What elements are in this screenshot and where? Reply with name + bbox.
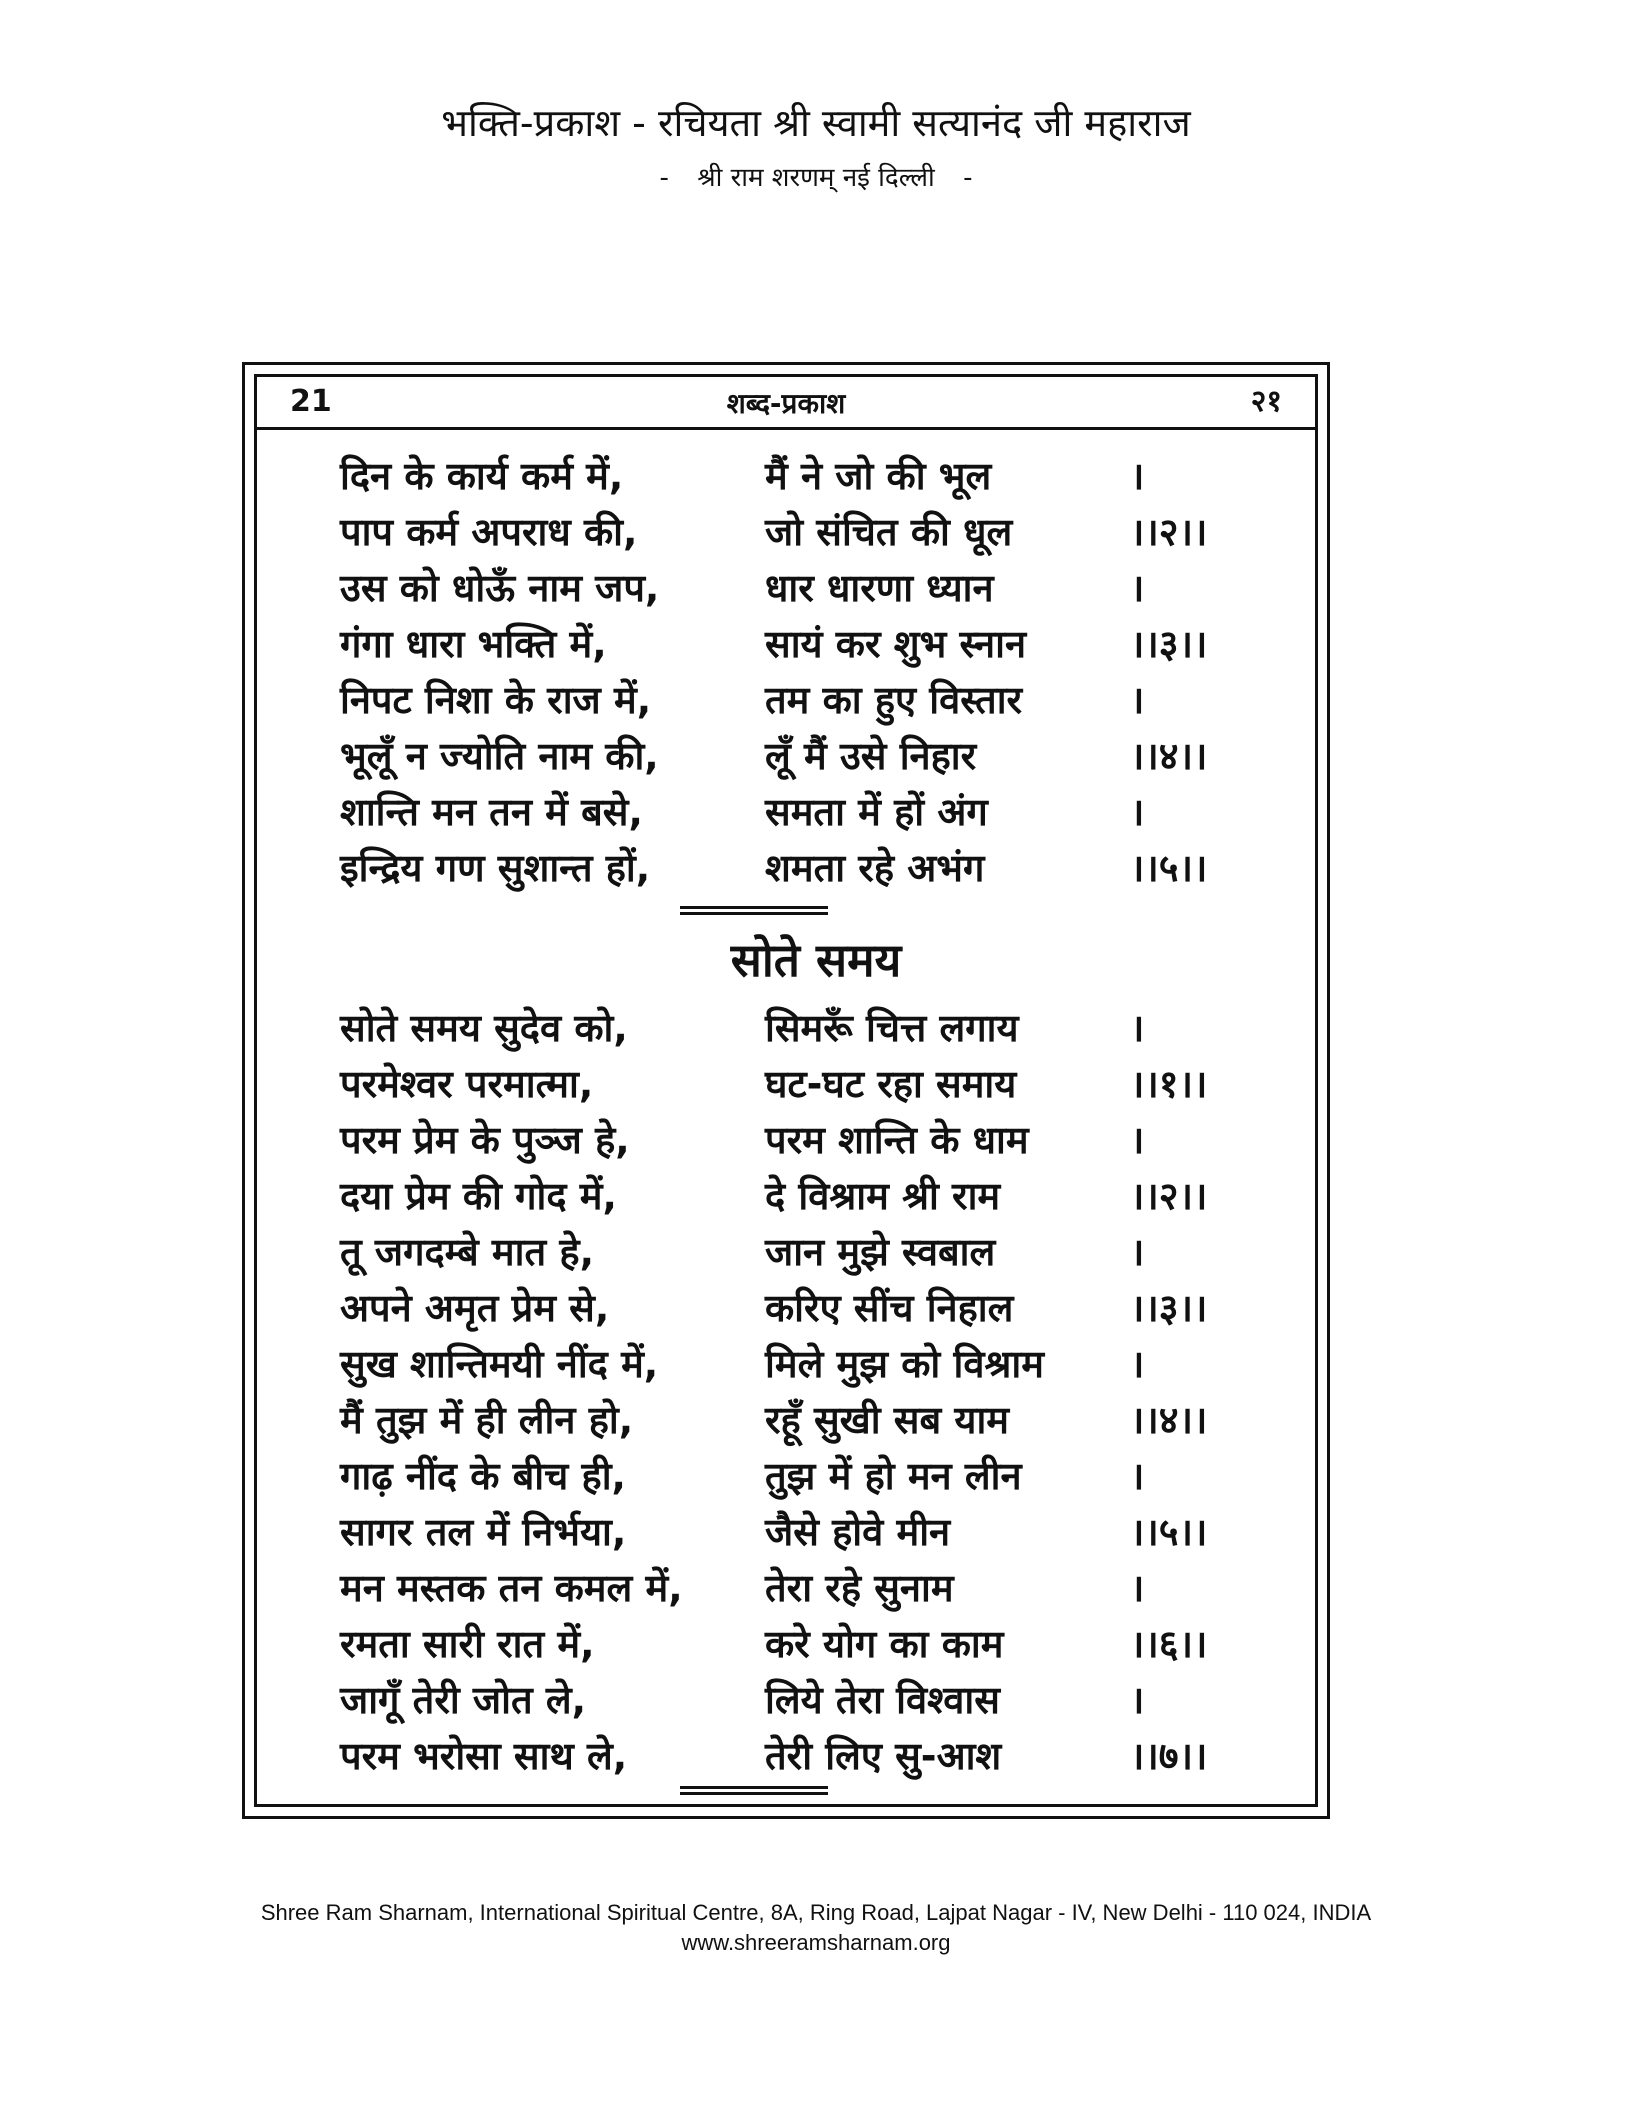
verse-first-half: गाढ़ नींद के बीच ही, bbox=[340, 1454, 626, 1498]
section-divider-bottom bbox=[680, 1786, 828, 1795]
verse-first-half: तू जगदम्बे मात हे, bbox=[340, 1230, 595, 1274]
verse-line bbox=[340, 448, 1225, 504]
verse-second-half: तेरा रहे सुनाम bbox=[765, 1566, 954, 1610]
verse-first-half: उस को धोऊँ नाम जप, bbox=[340, 566, 660, 610]
verse-second-half: धार धारणा ध्यान bbox=[765, 566, 994, 610]
verse-second-half: लूँ मैं उसे निहार bbox=[765, 734, 977, 778]
verse-second-half: लिये तेरा विश्वास bbox=[765, 1678, 1000, 1722]
verse-marker: ।।३।। bbox=[1130, 622, 1208, 666]
book-page-header bbox=[254, 378, 1318, 430]
verse-line bbox=[340, 560, 1225, 616]
verse-line bbox=[340, 1560, 1225, 1616]
verse-line bbox=[340, 1616, 1225, 1672]
verse-first-half: इन्द्रिय गण सुशान्त हों, bbox=[340, 846, 651, 890]
verse-first-half: सोते समय सुदेव को, bbox=[340, 1006, 628, 1050]
verse-marker: । bbox=[1130, 566, 1145, 610]
verse-second-half: जैसे होवे मीन bbox=[765, 1510, 951, 1554]
verse-line bbox=[340, 616, 1225, 672]
verse-first-half: निपट निशा के राज में, bbox=[340, 678, 652, 722]
verse-first-half: परम भरोसा साथ ले, bbox=[340, 1734, 628, 1778]
verse-marker: । bbox=[1130, 1342, 1145, 1386]
verse-line bbox=[340, 840, 1225, 896]
verse-second-half: परम शान्ति के धाम bbox=[765, 1118, 1029, 1162]
verse-marker: । bbox=[1130, 790, 1145, 834]
subtitle-text: श्री राम शरणम् नई दिल्ली bbox=[697, 163, 935, 193]
page-number-devanagari: २१ bbox=[1250, 384, 1282, 419]
verse-marker: ।।१।। bbox=[1130, 1062, 1208, 1106]
verse-second-half: मिले मुझ को विश्राम bbox=[765, 1342, 1044, 1386]
verse-marker: । bbox=[1130, 678, 1145, 722]
verse-second-half: सायं कर शुभ स्नान bbox=[765, 622, 1027, 666]
verse-marker: ।।४।। bbox=[1130, 734, 1208, 778]
verse-first-half: अपने अमृत प्रेम से, bbox=[340, 1286, 610, 1330]
verse-line bbox=[340, 1336, 1225, 1392]
verse-line bbox=[340, 1504, 1225, 1560]
verse-marker: ।।२।। bbox=[1130, 510, 1208, 554]
verse-marker: । bbox=[1130, 1230, 1145, 1274]
verse-first-half: परमेश्वर परमात्मा, bbox=[340, 1062, 594, 1106]
verse-marker: । bbox=[1130, 1454, 1145, 1498]
verse-line bbox=[340, 504, 1225, 560]
verse-second-half: घट-घट रहा समाय bbox=[765, 1062, 1017, 1106]
verse-line bbox=[340, 1056, 1225, 1112]
document-subtitle bbox=[0, 158, 1632, 198]
verse-marker: । bbox=[1130, 1006, 1145, 1050]
section-heading: सोते समय bbox=[730, 933, 902, 987]
book-title: शब्द-प्रकाश bbox=[726, 387, 846, 420]
verse-line bbox=[340, 784, 1225, 840]
verse-line bbox=[340, 1112, 1225, 1168]
verse-second-half: करे योग का काम bbox=[765, 1622, 1004, 1666]
verse-second-half: मैं ने जो की भूल bbox=[765, 454, 992, 498]
verse-line bbox=[340, 1392, 1225, 1448]
verse-first-half: भूलूँ न ज्योति नाम की, bbox=[340, 734, 659, 778]
verse-first-half: मन मस्तक तन कमल में, bbox=[340, 1566, 683, 1610]
verse-first-half: रमता सारी रात में, bbox=[340, 1622, 595, 1666]
verse-second-half: करिए सींच निहाल bbox=[765, 1286, 1014, 1330]
verse-line bbox=[340, 1448, 1225, 1504]
footer-website: www.shreeramsharnam.org bbox=[681, 1930, 951, 1955]
verse-second-half: समता में हों अंग bbox=[765, 790, 988, 834]
verse-marker: ।।४।। bbox=[1130, 1398, 1208, 1442]
verse-marker: । bbox=[1130, 1566, 1145, 1610]
verse-line bbox=[340, 1672, 1225, 1728]
footer-address: Shree Ram Sharnam, International Spiritual Centre, 8A, Ring Road, Lajpat Nagar - IV, New Delhi - 110 024, INDIA bbox=[260, 1900, 1372, 1925]
verse-first-half: पाप कर्म अपराध की, bbox=[340, 510, 638, 554]
verse-marker: । bbox=[1130, 1118, 1145, 1162]
document-title: भक्ति-प्रकाश - रचियता श्री स्वामी सत्यानंद जी महाराज bbox=[441, 101, 1191, 145]
verse-marker: । bbox=[1130, 1678, 1145, 1722]
verse-first-half: जागूँ तेरी जोत ले, bbox=[340, 1678, 587, 1722]
verse-second-half: जान मुझे स्वबाल bbox=[765, 1230, 996, 1274]
verse-second-half: रहूँ सुखी सब याम bbox=[765, 1398, 1010, 1442]
verse-marker: ।।५।। bbox=[1130, 846, 1208, 890]
verse-second-half: तेरी लिए सु-आश bbox=[765, 1734, 1002, 1778]
verse-first-half: परम प्रेम के पुञ्ज हे, bbox=[340, 1118, 630, 1162]
verse-marker: । bbox=[1130, 454, 1145, 498]
verse-first-half: दया प्रेम की गोद में, bbox=[340, 1174, 617, 1218]
verse-marker: ।।२।। bbox=[1130, 1174, 1208, 1218]
verse-marker: ।।५।। bbox=[1130, 1510, 1208, 1554]
verse-second-half: जो संचित की धूल bbox=[765, 510, 1013, 554]
subtitle-dash-right: - bbox=[963, 163, 973, 193]
page-number: 21 bbox=[290, 384, 332, 419]
section-divider-top bbox=[680, 906, 828, 915]
verse-line bbox=[340, 1000, 1225, 1056]
verse-first-half: शान्ति मन तन में बसे, bbox=[340, 790, 643, 834]
verse-first-half: दिन के कार्य कर्म में, bbox=[340, 454, 624, 498]
verse-first-half: सुख शान्तिमयी नींद में, bbox=[340, 1342, 659, 1386]
verse-second-half: तुझ में हो मन लीन bbox=[765, 1454, 1022, 1498]
verse-line bbox=[340, 1224, 1225, 1280]
verse-second-half: सिमरूँ चित्त लगाय bbox=[765, 1006, 1019, 1050]
verse-line bbox=[340, 672, 1225, 728]
verse-second-half: शमता रहे अभंग bbox=[765, 846, 985, 890]
verse-second-half: दे विश्राम श्री राम bbox=[765, 1174, 1001, 1218]
verse-marker: ।।७।। bbox=[1130, 1734, 1208, 1778]
verse-line bbox=[340, 1728, 1225, 1784]
verse-first-half: मैं तुझ में ही लीन हो, bbox=[340, 1398, 634, 1442]
verse-first-half: गंगा धारा भक्ति में, bbox=[340, 622, 607, 666]
verse-first-half: सागर तल में निर्भया, bbox=[340, 1510, 627, 1554]
verse-line bbox=[340, 1280, 1225, 1336]
verse-line bbox=[340, 728, 1225, 784]
verse-second-half: तम का हुए विस्तार bbox=[765, 678, 1023, 722]
verse-marker: ।।६।। bbox=[1130, 1622, 1208, 1666]
verse-line bbox=[340, 1168, 1225, 1224]
verse-marker: ।।३।। bbox=[1130, 1286, 1208, 1330]
subtitle-dash-left: - bbox=[659, 163, 669, 193]
